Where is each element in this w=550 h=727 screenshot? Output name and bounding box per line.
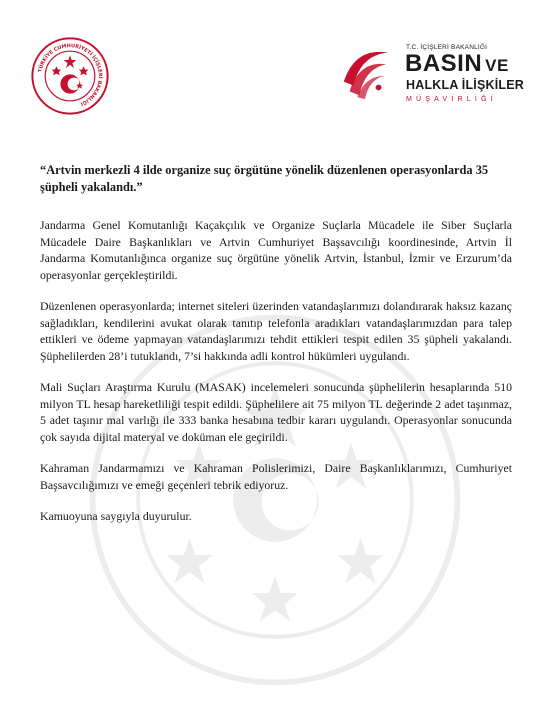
- paragraph-3: Mali Suçları Araştırma Kurulu (MASAK) incelemeleri sonucunda şüphelilerin hesaplarında 510 milyon TL hesap hareketliliği tespit edildi. Şüphelilere ait 75 milyon TL değerinde 2 adet taşınmaz, 5 adet taşınır mal varlığı ile 333 banka hesabına tedbir kararı uygulandı. Operasyonlar sonucunda çok sayıda dijital materyal ve doküman ele geçirildi.: [40, 380, 512, 444]
- paragraph-5: Kamuoyuna saygıyla duyurulur.: [40, 509, 192, 523]
- seal-ring-text: TÜRKİYE CUMHURİYETİ İÇİŞLERİ BAKANLIĞI: [37, 43, 103, 107]
- paragraph-2: Düzenlenen operasyonlarda; internet siteleri üzerinden vatandaşlarımızı dolandırarak haksız kazanç sağladıkları, kendilerini avukat olarak tanıtıp telefonla aradıkları vatandaşlarımızdan para talep ettikleri ve ödeme yapmayan vatandaşlarımızı tehdit ettikleri tespit edilen 35 şüpheli yakalandı. Şüphelilerden 28’i tutuklandı, 7’si hakkında adli kontrol hükümleri uygulandı.: [40, 299, 512, 363]
- brand-name-line1: [405, 51, 509, 79]
- brand-name-line3: MÜŞAVİRLİĞİ: [406, 96, 497, 103]
- ministry-seal-icon: [30, 36, 110, 116]
- brand-logo: [336, 38, 532, 116]
- document-title: “Artvin merkezli 4 ilde organize suç örgütüne yönelik düzenlenen operasyonlarda 35 şüpheli yakalandı.”: [40, 163, 489, 194]
- brand-star-moon-icon: [336, 42, 394, 102]
- brand-basin: BASIN: [405, 50, 483, 77]
- brand-ve: VE: [485, 56, 509, 75]
- brand-name-line2: HALKLA İLİŞKİLER: [406, 78, 525, 92]
- ministry-line: T.C. İÇİŞLERİ BAKANLIĞI: [406, 44, 488, 51]
- paragraph-1: Jandarma Genel Komutanlığı Kaçakçılık ve Organize Suçlarla Mücadele ile Siber Suçlarla Mücadele Daire Başkanlıkları ve Artvin Cumhuriyet Başsavcılığı koordinesinde, Artvin İl Jandarma Komutanlığınca organize suç örgütüne yönelik Artvin, İstanbul, İzmir ve Erzurum’da operasyonlar gerçekleştirildi.: [40, 218, 512, 282]
- document-body: [40, 162, 512, 540]
- paragraph-4: Kahraman Jandarmamızı ve Kahraman Polislerimizi, Daire Başkanlıklarımızı, Cumhuriyet Başsavcılığımızı ve emeği geçenleri tebrik ediyoruz.: [40, 461, 512, 492]
